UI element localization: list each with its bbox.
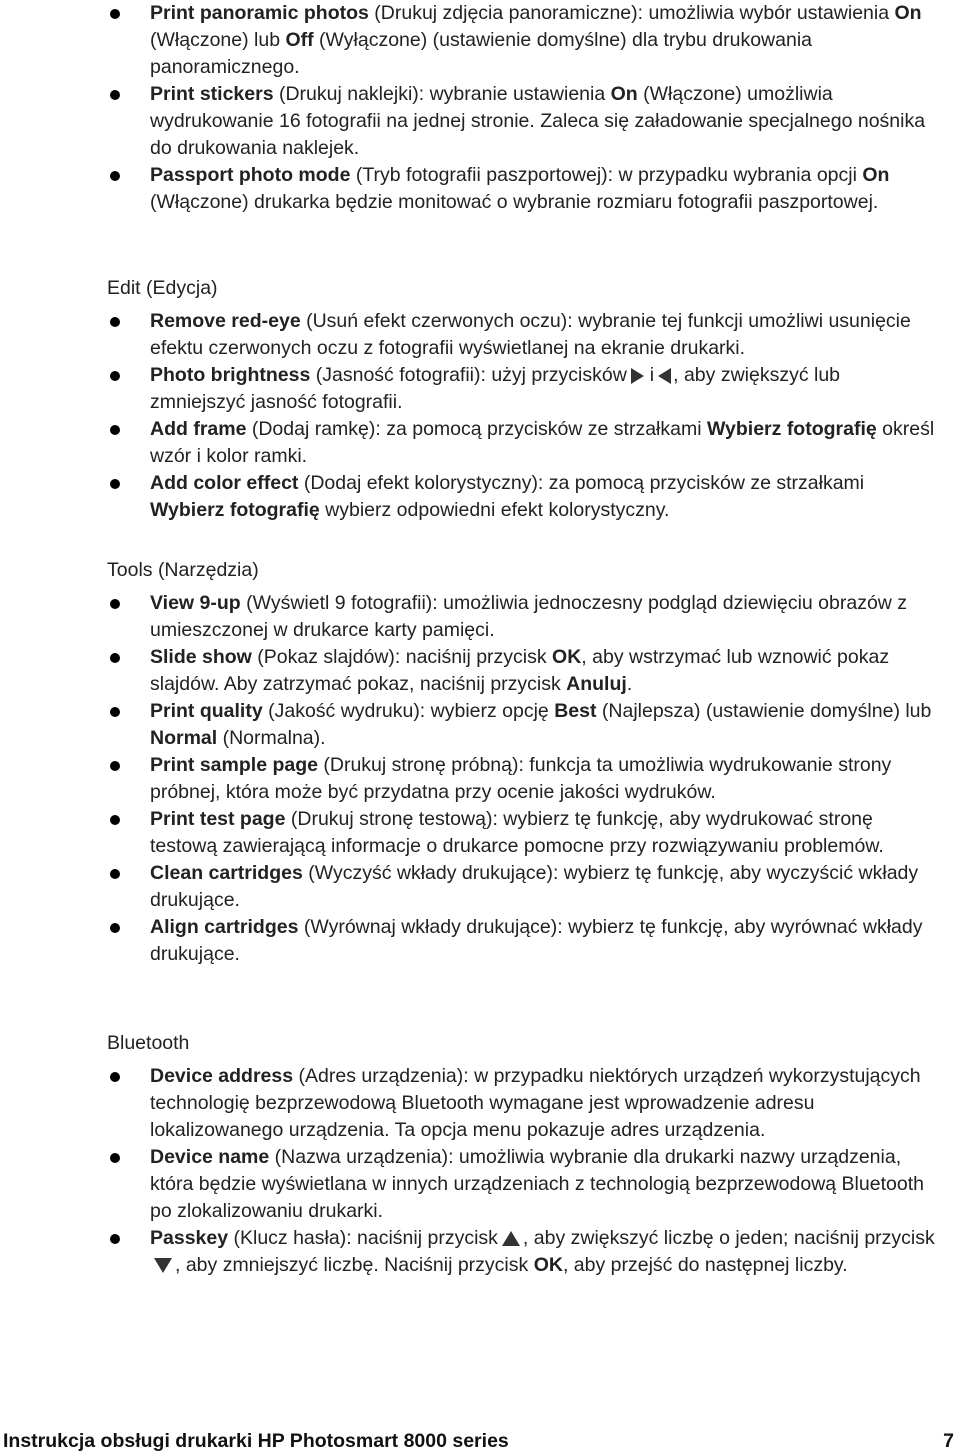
description-text: , aby zwiększyć liczbę o jeden; naciśnij przycisk xyxy=(522,1227,935,1249)
right-arrow-icon xyxy=(631,368,644,384)
bullet-icon xyxy=(110,815,120,825)
bullet-icon xyxy=(110,869,120,879)
term-label: On xyxy=(862,164,890,186)
description-text: określ wzór i kolor ramki. xyxy=(150,418,935,467)
description-text: i xyxy=(649,364,655,386)
term-label: Add frame xyxy=(150,418,247,440)
term-label: Device name xyxy=(150,1146,270,1168)
term-label: Photo brightness xyxy=(150,364,311,386)
term-label: Add color effect xyxy=(150,472,299,494)
bullet-icon xyxy=(110,707,120,717)
bluetooth-list xyxy=(0,1063,960,1279)
bullet-icon xyxy=(110,599,120,609)
term-label: Anuluj xyxy=(566,673,627,695)
term-label: Print quality xyxy=(150,700,263,722)
left-arrow-icon xyxy=(658,368,671,384)
term-label: Print test page xyxy=(150,808,286,830)
print-options-block xyxy=(0,0,960,216)
list-item xyxy=(0,416,940,470)
page-number: 7 xyxy=(943,1430,954,1452)
bullet-icon xyxy=(110,761,120,771)
bluetooth-heading: Bluetooth xyxy=(107,1032,190,1054)
tools-list xyxy=(0,590,960,968)
list-item xyxy=(0,470,940,524)
term-label: On xyxy=(894,2,922,24)
page-footer xyxy=(0,1430,960,1454)
list-item xyxy=(0,806,940,860)
description-text: (Najlepsza) (ustawienie domyślne) lub xyxy=(596,700,932,722)
list-item xyxy=(0,0,940,81)
bullet-icon xyxy=(110,1234,120,1244)
description-text: , aby przejść do następnej liczby. xyxy=(562,1254,848,1276)
list-item xyxy=(0,860,940,914)
bluetooth-block xyxy=(0,1063,960,1279)
bullet-icon xyxy=(110,923,120,933)
list-item xyxy=(0,1225,940,1279)
bullet-icon xyxy=(110,171,120,181)
description-text: (Usuń efekt czerwonych oczu): wybranie tej funkcji umożliwi usunięcie efektu czerwonych oczu z fotografii wyświetlanej na ekranie drukarki. xyxy=(150,310,911,359)
bullet-icon xyxy=(110,479,120,489)
term-label: Slide show xyxy=(150,646,252,668)
list-item xyxy=(0,644,940,698)
description-text: (Drukuj naklejki): wybranie ustawienia xyxy=(273,83,611,105)
description-text: (Drukuj stronę próbną): funkcja ta umożliwia wydrukowanie strony próbnej, która może być przydatna przy ocenie jakości wydruków. xyxy=(150,754,892,803)
footer-title: Instrukcja obsługi drukarki HP Photosmart 8000 series xyxy=(3,1430,509,1452)
description-text: (Włączone) lub xyxy=(150,29,286,51)
description-text: (Jakość wydruku): wybierz opcję xyxy=(262,700,555,722)
bullet-icon xyxy=(110,371,120,381)
description-text: (Dodaj efekt kolorystyczny): za pomocą przycisków ze strzałkami xyxy=(298,472,865,494)
description-text: (Drukuj stronę testową): wybierz tę funkcję, aby wydrukować stronę testową zawierającą informacje o drukarce pomocne przy rozwiązywaniu problemów. xyxy=(150,808,884,857)
up-arrow-icon xyxy=(502,1231,520,1246)
term-label: OK xyxy=(552,646,582,668)
bullet-icon xyxy=(110,9,120,19)
bullet-icon xyxy=(110,425,120,435)
term-label: View 9-up xyxy=(150,592,241,614)
description-text: (Drukuj zdjęcia panoramiczne): umożliwia wybór ustawienia xyxy=(368,2,895,24)
term-label: Passport photo mode xyxy=(150,164,351,186)
list-item xyxy=(0,914,940,968)
term-label: Wybierz fotografię xyxy=(706,418,877,440)
term-label: OK xyxy=(533,1254,563,1276)
term-label: Print sample page xyxy=(150,754,318,776)
description-text: , aby zmniejszyć liczbę. Naciśnij przycisk xyxy=(175,1254,534,1276)
tools-block xyxy=(0,590,960,968)
term-label: On xyxy=(610,83,638,105)
down-arrow-icon xyxy=(154,1258,172,1273)
description-text: (Wyczyść wkłady drukujące): wybierz tę funkcję, aby wyczyścić wkłady drukujące. xyxy=(150,862,919,911)
description-text: (Włączone) drukarka będzie monitować o wybranie rozmiaru fotografii paszportowej. xyxy=(150,191,879,213)
term-label: Off xyxy=(285,29,314,51)
description-text: (Klucz hasła): naciśnij przycisk xyxy=(228,1227,498,1249)
list-item xyxy=(0,1063,940,1144)
edit-block xyxy=(0,308,960,524)
edit-list xyxy=(0,308,960,524)
term-label: Remove red-eye xyxy=(150,310,301,332)
bullet-icon xyxy=(110,317,120,327)
print-options-list xyxy=(0,0,960,216)
description-text: (Normalna). xyxy=(217,727,326,749)
term-label: Passkey xyxy=(150,1227,229,1249)
bullet-icon xyxy=(110,653,120,663)
list-item xyxy=(0,698,940,752)
tools-heading: Tools (Narzędzia) xyxy=(107,559,259,581)
bullet-icon xyxy=(110,90,120,100)
description-text: (Wyświetl 9 fotografii): umożliwia jednoczesny podgląd dziewięciu obrazów z umieszczonej w drukarce karty pamięci. xyxy=(150,592,908,641)
term-label: Wybierz fotografię xyxy=(150,499,320,521)
description-text: (Wyrównaj wkłady drukujące): wybierz tę funkcję, aby wyrównać wkłady drukujące. xyxy=(150,916,923,965)
description-text: wybierz odpowiedni efekt kolorystyczny. xyxy=(319,499,670,521)
term-label: Normal xyxy=(150,727,218,749)
description-text: (Wyłączone) (ustawienie domyślne) dla trybu drukowania panoramicznego. xyxy=(150,29,812,78)
description-text: (Dodaj ramkę): za pomocą przycisków ze strzałkami xyxy=(246,418,707,440)
description-text: (Nazwa urządzenia): umożliwia wybranie dla drukarki nazwy urządzenia, która będzie wyświetlana w innych urządzeniach z technologią bezprzewodową Bluetooth po zlokalizowaniu drukarki. xyxy=(150,1146,924,1222)
list-item xyxy=(0,752,940,806)
description-text: (Włączone) umożliwia wydrukowanie 16 fotografii na jednej stronie. Zaleca się załadowanie specjalnego nośnika do drukowania naklejek. xyxy=(150,83,926,159)
description-text: . xyxy=(626,673,633,695)
description-text: (Tryb fotografii paszportowej): w przypadku wybrania opcji xyxy=(350,164,863,186)
list-item xyxy=(0,362,940,416)
list-item xyxy=(0,1144,940,1225)
list-item xyxy=(0,81,940,162)
edit-heading: Edit (Edycja) xyxy=(107,277,218,299)
description-text: (Adres urządzenia): w przypadku niektórych urządzeń wykorzystujących technologię bezprzewodową Bluetooth wymagane jest wprowadzenie adresu lokalizowanego urządzenia. Ta opcja menu pokazuje adres urządzenia. xyxy=(150,1065,921,1141)
list-item xyxy=(0,590,940,644)
list-item xyxy=(0,162,940,216)
bullet-icon xyxy=(110,1153,120,1163)
description-text: (Pokaz slajdów): naciśnij przycisk xyxy=(251,646,553,668)
term-label: Align cartridges xyxy=(150,916,299,938)
term-label: Print stickers xyxy=(150,83,274,105)
term-label: Clean cartridges xyxy=(150,862,303,884)
description-text: , aby wstrzymać lub wznowić pokaz slajdów. Aby zatrzymać pokaz, naciśnij przycisk xyxy=(150,646,890,695)
term-label: Best xyxy=(554,700,597,722)
term-label: Device address xyxy=(150,1065,294,1087)
bullet-icon xyxy=(110,1072,120,1082)
list-item xyxy=(0,308,940,362)
description-text: , aby zwiększyć lub zmniejszyć jasność fotografii. xyxy=(150,364,841,413)
term-label: Print panoramic photos xyxy=(150,2,369,24)
description-text: (Jasność fotografii): użyj przycisków xyxy=(310,364,627,386)
